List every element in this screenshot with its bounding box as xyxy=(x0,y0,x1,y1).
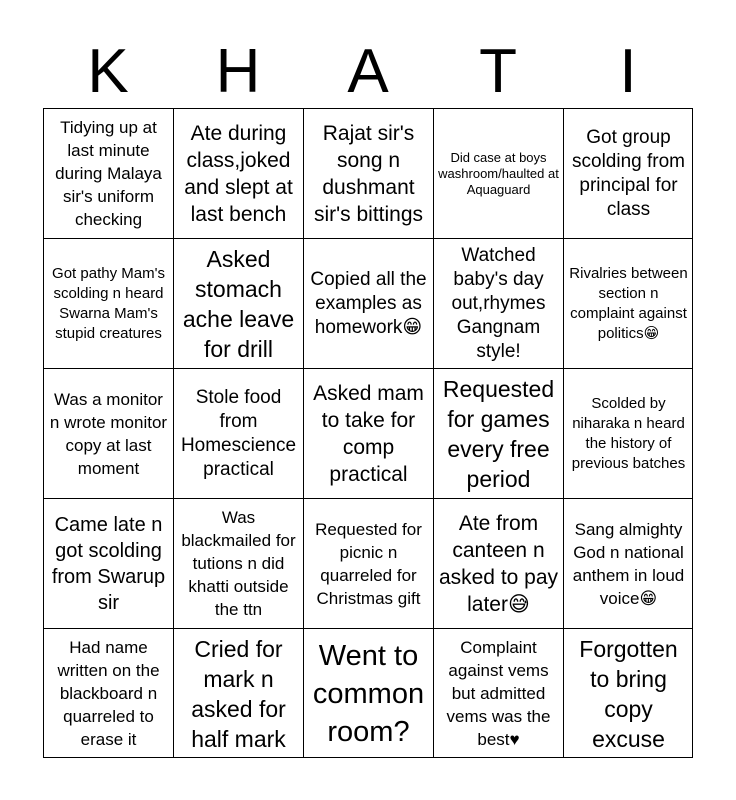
bingo-cell-r3c3[interactable]: Asked mam to take for comp practical xyxy=(303,368,433,498)
title-letter-i: I xyxy=(619,37,637,106)
bingo-cell-r1c2[interactable]: Ate during class,joked and slept at last bench xyxy=(173,108,303,238)
bingo-cell-r2c5[interactable]: Rivalries between section n complaint against politics😁 xyxy=(563,238,693,368)
bingo-cell-r2c3[interactable]: Copied all the examples as homework😁 xyxy=(303,238,433,368)
bingo-cell-r2c4[interactable]: Watched baby's day out,rhymes Gangnam style! xyxy=(433,238,563,368)
bingo-grid xyxy=(43,108,693,758)
title-letter-h: H xyxy=(215,37,261,106)
bingo-cell-r3c4[interactable]: Requested for games every free period xyxy=(433,368,563,498)
bingo-cell-r5c1[interactable]: Had name written on the blackboard n quarreled to erase it xyxy=(43,628,173,758)
bingo-cell-r1c1[interactable]: Tidying up at last minute during Malaya sir's uniform checking xyxy=(43,108,173,238)
bingo-cell-r3c2[interactable]: Stole food from Homescience practical xyxy=(173,368,303,498)
title-letter-t: T xyxy=(479,37,517,106)
bingo-cell-r4c1[interactable]: Came late n got scolding from Swarup sir xyxy=(43,498,173,628)
title-letter-a: A xyxy=(347,37,389,106)
bingo-cell-r3c1[interactable]: Was a monitor n wrote monitor copy at last moment xyxy=(43,368,173,498)
bingo-cell-r4c5[interactable]: Sang almighty God n national anthem in loud voice😁 xyxy=(563,498,693,628)
title-letter-k: K xyxy=(87,37,129,106)
bingo-cell-r3c5[interactable]: Scolded by niharaka n heard the history of previous batches xyxy=(563,368,693,498)
bingo-cell-r5c4[interactable]: Complaint against vems but admitted vems was the best♥ xyxy=(433,628,563,758)
bingo-cell-r5c3[interactable]: Went to common room? xyxy=(303,628,433,758)
bingo-cell-r5c5[interactable]: Forgotten to bring copy excuse xyxy=(563,628,693,758)
bingo-title xyxy=(43,36,693,108)
bingo-cell-r2c2[interactable]: Asked stomach ache leave for drill xyxy=(173,238,303,368)
bingo-cell-r1c3[interactable]: Rajat sir's song n dushmant sir's bittings xyxy=(303,108,433,238)
bingo-cell-r1c5[interactable]: Got group scolding from principal for class xyxy=(563,108,693,238)
bingo-cell-r4c3[interactable]: Requested for picnic n quarreled for Christmas gift xyxy=(303,498,433,628)
bingo-cell-r4c4[interactable]: Ate from canteen n asked to pay later😅 xyxy=(433,498,563,628)
bingo-cell-r2c1[interactable]: Got pathy Mam's scolding n heard Swarna Mam's stupid creatures xyxy=(43,238,173,368)
bingo-cell-r5c2[interactable]: Cried for mark n asked for half mark xyxy=(173,628,303,758)
bingo-cell-r1c4[interactable]: Did case at boys washroom/haulted at Aquaguard xyxy=(433,108,563,238)
bingo-cell-r4c2[interactable]: Was blackmailed for tutions n did khatti outside the ttn xyxy=(173,498,303,628)
